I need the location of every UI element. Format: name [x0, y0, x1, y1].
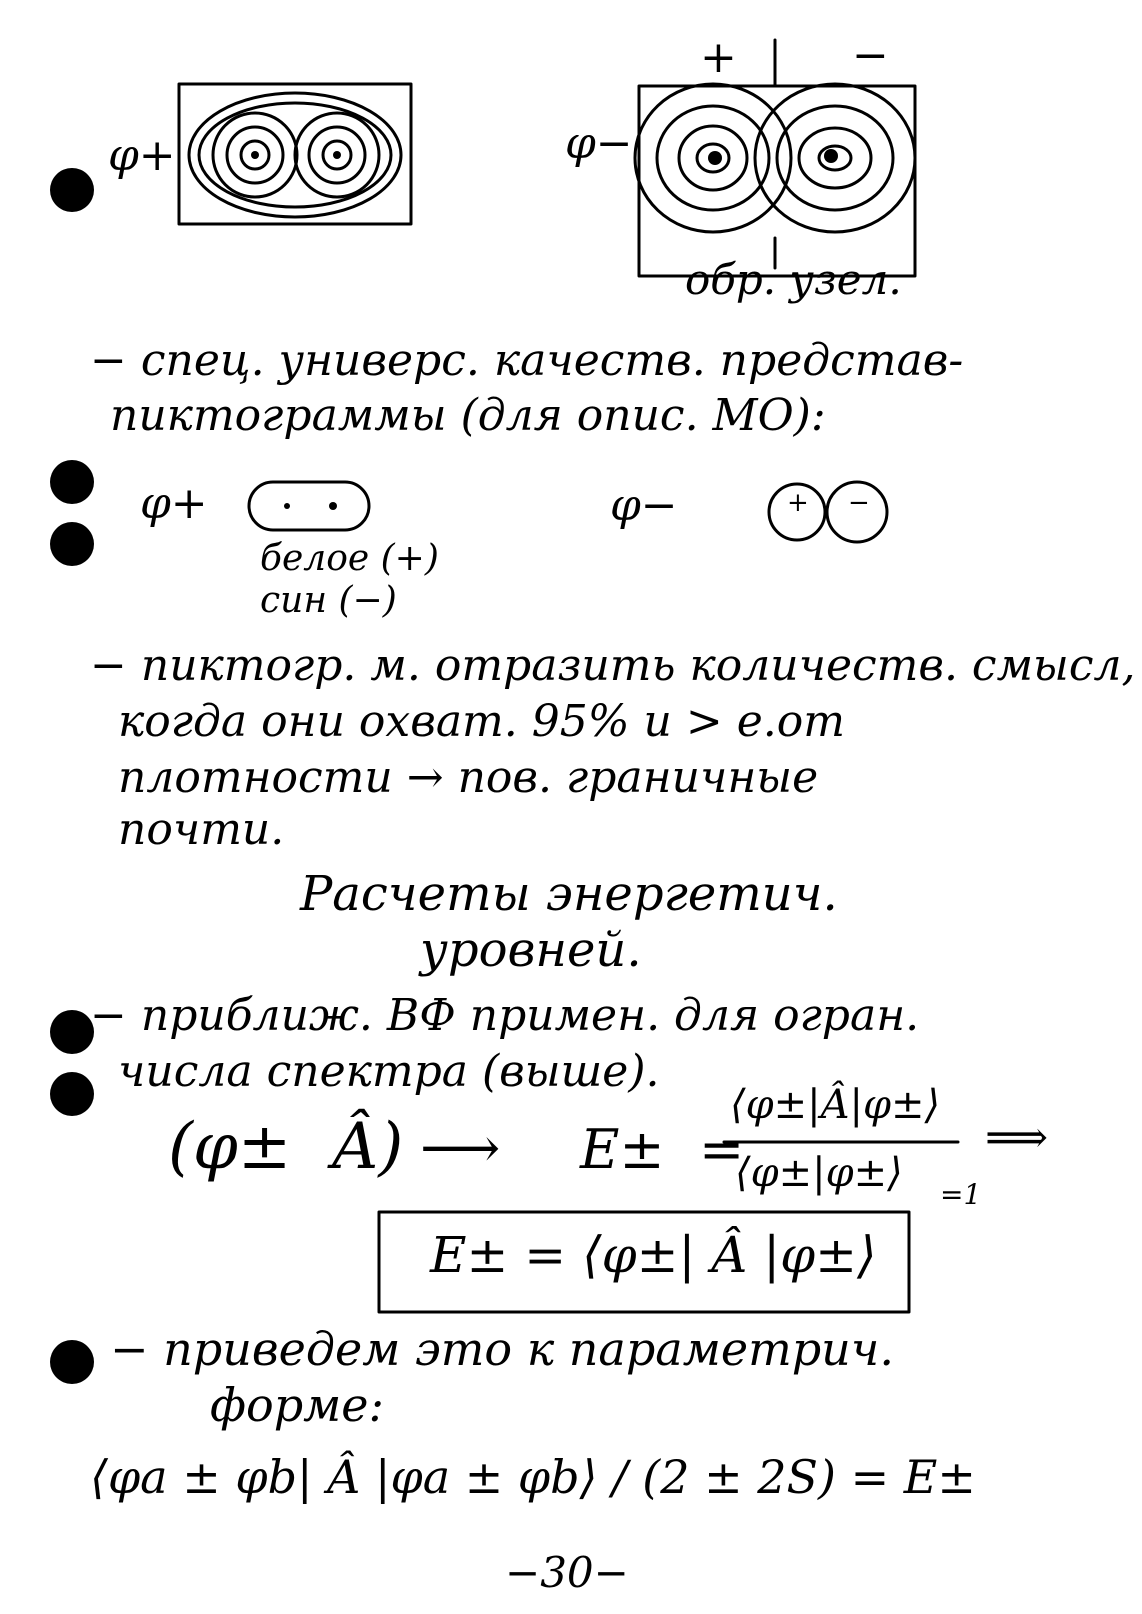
phi-minus-label: φ− [565, 118, 633, 169]
equation-implies: ⟹ [985, 1112, 1049, 1163]
note-line: − спец. универс. качеств. представ- [90, 335, 964, 386]
picto-phi-plus-shape [245, 476, 375, 536]
minus-sign: − [852, 30, 889, 81]
paragraph-line: когда они охват. 95% и > е.от [118, 696, 845, 747]
paragraph-line: − приведем это к параметрич. [110, 1322, 894, 1376]
paragraph-line: − приближ. ВФ примен. для огран. [90, 990, 920, 1041]
plus-sign: + [700, 32, 737, 83]
bullet-dot [50, 168, 94, 212]
bullet-dot [50, 460, 94, 504]
paragraph-line: − пиктогр. м. отразить количеств. смысл, [90, 640, 1136, 691]
equation-E: E± = [580, 1118, 745, 1181]
node-caption: обр. узел. [685, 255, 902, 304]
final-equation: ⟨φa ± φb| Â |φa ± φb⟩ / (2 ± 2S) = E± [90, 1450, 976, 1504]
equation-lhs: (φ± Â) [168, 1110, 404, 1184]
bullet-dot [50, 1340, 94, 1384]
picto-phi-minus-shape [765, 480, 895, 544]
picto-phi-minus-label: φ− [610, 480, 678, 531]
picto-plus-sign: + [787, 488, 809, 518]
page-number: −30− [505, 1548, 629, 1597]
picto-legend: белое (+) [260, 538, 439, 579]
paragraph-line: плотности → пов. граничные [118, 752, 819, 803]
note-line: пиктограммы (для опис. МО): [110, 390, 826, 441]
picto-phi-plus-label: φ+ [140, 478, 208, 529]
equation-norm: =1 [940, 1178, 982, 1211]
section-heading: уровней. [420, 922, 642, 978]
paragraph-line: форме: [210, 1378, 385, 1432]
picto-legend: син (−) [260, 580, 397, 621]
phi-minus-contour-diagram [635, 38, 925, 268]
paragraph-line: числа спектра (выше). [118, 1046, 660, 1097]
paragraph-line: почти. [118, 804, 285, 855]
bullet-dot [50, 1072, 94, 1116]
equation-numerator: ⟨φ±|Â|φ±⟩ [730, 1082, 941, 1128]
fraction-bar [722, 1138, 962, 1146]
section-heading: Расчеты энергетич. [300, 866, 838, 922]
bullet-dot [50, 1010, 94, 1054]
boxed-equation: E± = ⟨φ±| Â |φ±⟩ [430, 1226, 877, 1284]
picto-minus-sign: − [848, 488, 870, 518]
phi-plus-contour-diagram [175, 80, 415, 230]
phi-plus-label: φ+ [108, 130, 176, 181]
equation-arrow: ⟶ [420, 1116, 501, 1181]
equation-denominator: ⟨φ±|φ±⟩ [735, 1150, 903, 1196]
bullet-dot [50, 522, 94, 566]
